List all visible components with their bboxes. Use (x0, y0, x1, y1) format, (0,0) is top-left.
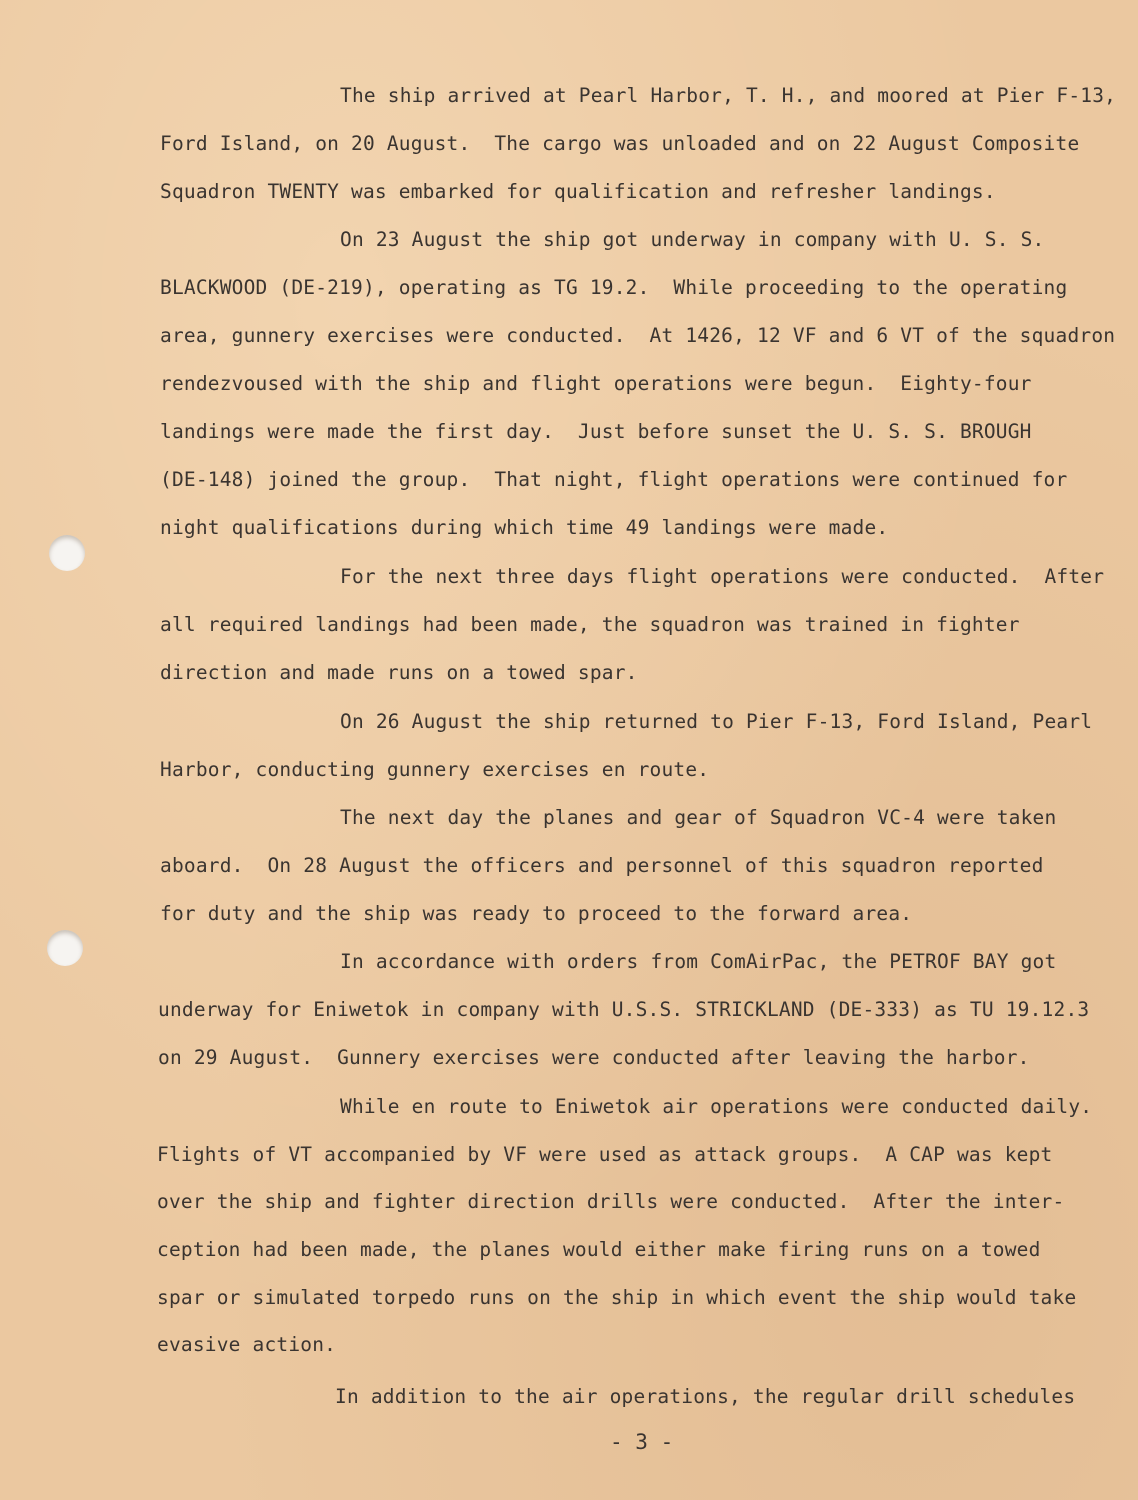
text-line: Squadron TWENTY was embarked for qualification and refresher landings. (160, 180, 996, 203)
text-line: Ford Island, on 20 August. The cargo was unloaded and on 22 August Composite (160, 132, 1080, 155)
text-line: BLACKWOOD (DE-219), operating as TG 19.2. While proceeding to the operating (160, 276, 1068, 299)
punch-hole-upper (49, 535, 85, 571)
text-line: In accordance with orders from ComAirPac, the PETROF BAY got (340, 950, 1057, 973)
text-line: evasive action. (157, 1333, 337, 1356)
text-line: area, gunnery exercises were conducted. At 1426, 12 VF and 6 VT of the squadron (160, 324, 1116, 347)
text-line: night qualifications during which time 49 landings were made. (160, 516, 889, 539)
text-line: On 23 August the ship got underway in company with U. S. S. (340, 228, 1045, 251)
text-line: For the next three days flight operations were conducted. After (340, 565, 1105, 588)
text-line: The ship arrived at Pearl Harbor, T. H., and moored at Pier F-13, (340, 84, 1117, 107)
text-line: underway for Eniwetok in company with U.S.S. STRICKLAND (DE-333) as TU 19.12.3 (158, 998, 1090, 1021)
text-line: In addition to the air operations, the regular drill schedules (335, 1385, 1076, 1408)
text-line: ception had been made, the planes would either make firing runs on a towed (157, 1238, 1041, 1261)
text-line: landings were made the first day. Just before sunset the U. S. S. BROUGH (160, 420, 1032, 443)
text-line: The next day the planes and gear of Squadron VC-4 were taken (340, 806, 1057, 829)
text-line: While en route to Eniwetok air operations were conducted daily. (340, 1095, 1093, 1118)
text-line: spar or simulated torpedo runs on the ship in which event the ship would take (157, 1286, 1077, 1309)
text-line: over the ship and fighter direction drills were conducted. After the inter- (157, 1190, 1065, 1213)
text-line: rendezvoused with the ship and flight operations were begun. Eighty-four (160, 372, 1032, 395)
text-line: direction and made runs on a towed spar. (160, 661, 638, 684)
text-line: On 26 August the ship returned to Pier F-13, Ford Island, Pearl (340, 710, 1093, 733)
text-line: for duty and the ship was ready to proceed to the forward area. (160, 902, 913, 925)
text-line: Flights of VT accompanied by VF were used as attack groups. A CAP was kept (157, 1143, 1053, 1166)
page-number: - 3 - (610, 1430, 674, 1454)
text-line: (DE-148) joined the group. That night, flight operations were continued for (160, 468, 1068, 491)
text-line: all required landings had been made, the squadron was trained in fighter (160, 613, 1020, 636)
text-line: Harbor, conducting gunnery exercises en route. (160, 758, 710, 781)
text-line: aboard. On 28 August the officers and personnel of this squadron reported (160, 854, 1044, 877)
punch-hole-lower (47, 930, 83, 966)
text-line: on 29 August. Gunnery exercises were conducted after leaving the harbor. (158, 1046, 1030, 1069)
